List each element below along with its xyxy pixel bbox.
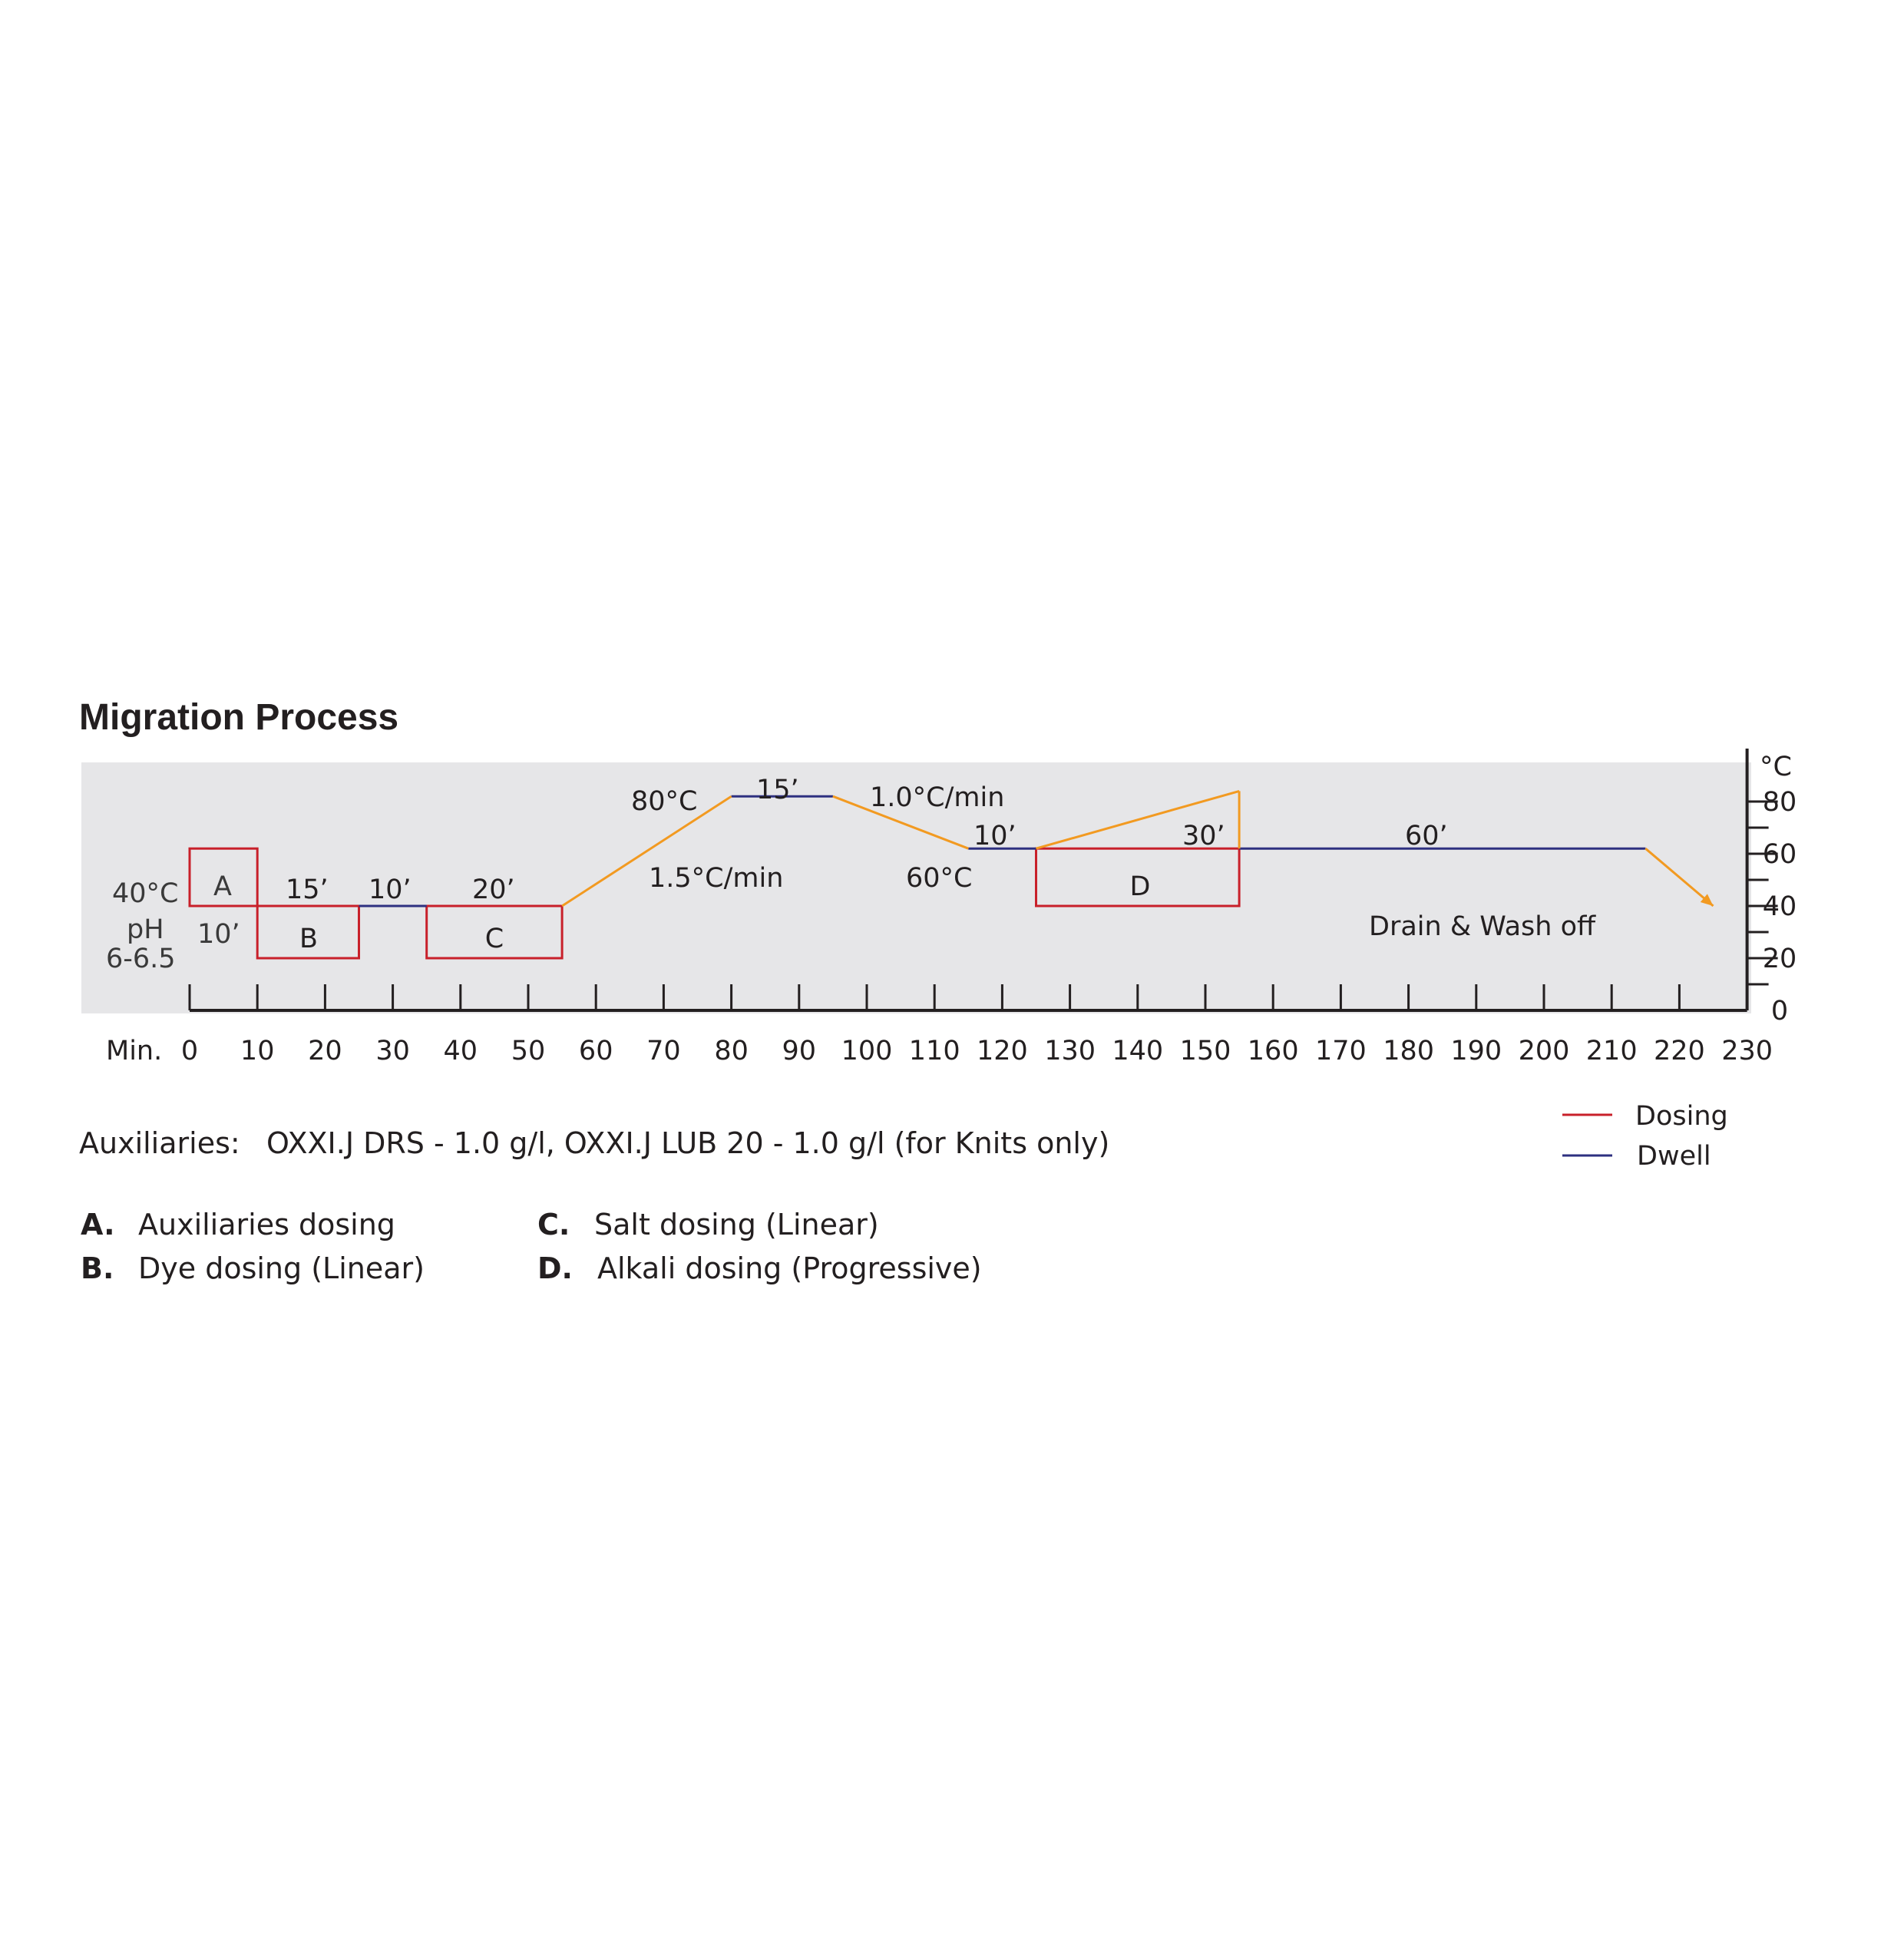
y-unit-label: °C — [1760, 752, 1792, 782]
start-temp-label: 40°C — [112, 878, 179, 909]
x-tick-label: 120 — [976, 1036, 1028, 1066]
note-b-key: B. — [81, 1251, 114, 1285]
x-tick-label: 80 — [714, 1036, 749, 1066]
rate-up-label: 1.5°C/min — [649, 863, 784, 894]
duration-d-label: 30’ — [1182, 821, 1225, 851]
rate-down-label: 1.0°C/min — [870, 782, 1005, 813]
x-tick-label: 170 — [1314, 1036, 1367, 1066]
x-tick-label: 220 — [1653, 1036, 1705, 1066]
auxiliaries-label: Auxiliaries: — [79, 1126, 240, 1160]
drain-label: Drain & Wash off — [1369, 911, 1596, 942]
duration-hold-label: 15’ — [756, 775, 799, 805]
duration-b-label: 15’ — [286, 874, 329, 905]
note-a-text: Auxiliaries dosing — [138, 1208, 395, 1241]
top-temp-label: 80°C — [631, 786, 698, 817]
block-b-label: B — [299, 924, 319, 954]
note-d-key: D. — [537, 1251, 573, 1285]
x-unit-label: Min. — [106, 1036, 163, 1066]
x-tick-label: 50 — [511, 1036, 546, 1066]
x-tick-label: 60 — [578, 1036, 613, 1066]
note-b-text: Dye dosing (Linear) — [138, 1251, 425, 1285]
note-c-key: C. — [537, 1208, 570, 1241]
note-c-text: Salt dosing (Linear) — [594, 1208, 879, 1241]
x-tick-label: 0 — [180, 1036, 199, 1066]
x-tick-label: 180 — [1383, 1036, 1435, 1066]
x-tick-label: 150 — [1179, 1036, 1231, 1066]
y-tick-label: 60 — [1762, 839, 1797, 870]
x-tick-label: 10 — [240, 1036, 275, 1066]
x-tick-label: 110 — [908, 1036, 960, 1066]
auxiliaries-text: OXXI.J DRS - 1.0 g/l, OXXI.J LUB 20 - 1.0 g/l (for Knits only) — [266, 1126, 1110, 1160]
block-a-label: A — [213, 871, 232, 902]
x-tick-label: 230 — [1721, 1036, 1773, 1066]
x-tick-label: 160 — [1247, 1036, 1299, 1066]
y-tick-labels — [1763, 787, 1797, 1027]
block-c-label: C — [484, 924, 504, 954]
x-tick-label: 90 — [782, 1036, 817, 1066]
note-d-text: Alkali dosing (Progressive) — [597, 1251, 982, 1285]
legend-dosing-label: Dosing — [1635, 1101, 1728, 1132]
duration-a-label: 10’ — [197, 919, 240, 950]
y-tick-label: 20 — [1762, 944, 1797, 974]
x-tick-label: 20 — [308, 1036, 342, 1066]
duration-dwell2-label: 10’ — [973, 821, 1016, 851]
x-tick-label: 70 — [646, 1036, 681, 1066]
note-a-key: A. — [81, 1208, 115, 1241]
duration-dwell1-label: 10’ — [369, 874, 412, 905]
chart-title: Migration Process — [79, 697, 399, 738]
x-tick-label: 40 — [443, 1036, 478, 1066]
duration-c-label: 20’ — [472, 874, 515, 905]
x-tick-label: 100 — [841, 1036, 893, 1066]
x-tick-label: 200 — [1518, 1036, 1570, 1066]
x-tick-label: 30 — [375, 1036, 410, 1066]
block-d-label: D — [1129, 871, 1151, 902]
y-tick-label: 80 — [1762, 787, 1797, 818]
x-tick-label: 210 — [1585, 1036, 1638, 1066]
ph-range-label: 6-6.5 — [106, 944, 176, 974]
x-tick-label: 190 — [1450, 1036, 1502, 1066]
ph-label: pH — [127, 914, 164, 945]
duration-final-label: 60’ — [1405, 821, 1448, 851]
y-tick-label: 40 — [1762, 891, 1797, 922]
legend-dwell-label: Dwell — [1637, 1141, 1711, 1172]
y-tick-label: 0 — [1770, 996, 1789, 1027]
x-tick-label: 140 — [1112, 1036, 1164, 1066]
low-temp-label: 60°C — [906, 863, 973, 894]
x-tick-label: 130 — [1044, 1036, 1096, 1066]
x-tick-labels — [181, 1036, 1773, 1066]
